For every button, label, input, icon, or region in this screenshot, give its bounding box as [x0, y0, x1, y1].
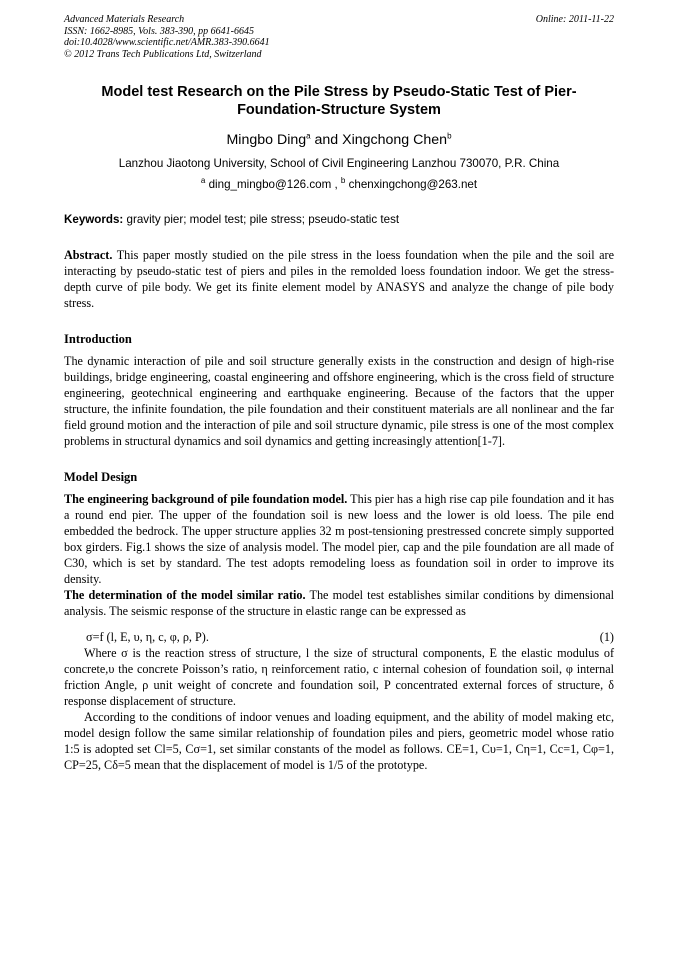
- author-ding-sup: a: [306, 131, 311, 141]
- keywords-label: Keywords:: [64, 213, 124, 226]
- online-date: Online: 2011-11-22: [535, 14, 614, 25]
- equation-1-number: (1): [599, 630, 614, 644]
- paper-title: Model test Research on the Pile Stress by Pseudo-Static Test of Pier-Foundation-Structure System: [101, 84, 577, 118]
- engineering-background-text: This pier has a high rise cap pile foundation and it has a round end pier. The upper of the foundation soil is new loess and the lower is old loess. The pile end embedded the bedrock. The upper structure applies 32 m post-tensioning prestressed concrete simply supported box girders. Fig.1 shows the size of analysis model. The model pier, cap and the pile foundation are all made of C30, which is set by standard. The test adopts remodeling loess as foundation soil in order to improve its density.: [64, 492, 614, 586]
- email-list: [64, 178, 614, 192]
- introduction-paragraph: The dynamic interaction of pile and soil structure generally exists in the construction and design of high-rise buildings, bridge engineering, coastal engineering and offshore engineering, which is the cross field of structure engineering, geotechnical engineering and earthquake engineering. Because of the factors that the upper structure, the infinite foundation, the pile foundation and their constituent materials are all nonlinear and the far field ground motion and the interaction of pile and soil structure dynamic, pile stress is one of the most complex problems in structural dynamics and soil dynamics and getting increasingly attention[1-7].: [64, 354, 614, 448]
- author-and: and: [310, 132, 343, 148]
- journal-name: Advanced Materials Research: [64, 14, 185, 25]
- section-heading-introduction: Introduction: [64, 332, 132, 346]
- similar-ratio-paragraph: [64, 587, 614, 619]
- variable-definitions-paragraph: Where σ is the reaction stress of structure, l the size of structural components, E the elastic modulus of concrete,υ the concrete Poisson’s ratio, η reinforcement ratio, c internal cohesion of foundation soil, φ internal friction Angle, ρ unit weight of concrete and foundation soil, P concentrated external forces of structure, δ response displacement of structure.: [64, 646, 614, 708]
- engineering-background-title: The engineering background of pile foundation model.: [64, 492, 348, 506]
- copyright-line: © 2012 Trans Tech Publications Ltd, Switzerland: [64, 48, 262, 60]
- equation-1: [64, 629, 614, 645]
- author-list: [64, 131, 614, 149]
- abstract: [64, 247, 614, 311]
- email-b: chenxingchong@263.net: [348, 178, 478, 191]
- affiliation: Lanzhou Jiaotong University, School of Civil Engineering Lanzhou 730070, P.R. China: [118, 157, 560, 170]
- journal-header: [64, 14, 614, 60]
- author-chen-sup: b: [447, 131, 452, 141]
- email-separator: ,: [331, 178, 341, 191]
- abstract-text: This paper mostly studied on the pile stress in the loess foundation when the pile and the soil are interacting by pseudo-static test of piers and piles in the remolded loess foundation indoor. We get the stress-depth curve of pile body. We get its finite element model by ANASYS and analyze the change of pile body stress.: [64, 248, 615, 310]
- keywords: [64, 213, 614, 227]
- issn-line: ISSN: 1662-8985, Vols. 383-390, pp 6641-6645: [64, 25, 254, 37]
- equation-1-body: σ=f (l, E, υ, η, c, φ, ρ, P).: [86, 630, 209, 644]
- author-chen: Xingchong Chen: [342, 132, 448, 148]
- section-heading-model-design: Model Design: [64, 470, 138, 484]
- similar-ratio-title: The determination of the model similar ratio.: [64, 588, 306, 602]
- doi-line: doi:10.4028/www.scientific.net/AMR.383-390.6641: [64, 37, 270, 48]
- email-b-sup: b: [340, 176, 346, 186]
- similar-ratio-text: The model test establishes similar conditions by dimensional analysis. The seismic response of the structure in elastic range can be expressed as: [64, 588, 614, 618]
- abstract-label: Abstract.: [64, 248, 113, 262]
- email-a-sup: a: [200, 176, 206, 186]
- author-ding: Mingbo Ding: [226, 132, 307, 148]
- email-a: ding_mingbo@126.com: [208, 178, 332, 191]
- engineering-background-paragraph: [64, 491, 614, 587]
- paper-page: [64, 14, 614, 773]
- similarity-constants-paragraph: According to the conditions of indoor venues and loading equipment, and the ability of model making etc, model design follow the same similar relationship of foundation piles and piers, geometric model whose ratio 1:5 is adopted set Cl=5, Cσ=1, set similar constants of the model as follows. CE=1, Cυ=1, Cη=1, Cc=1, Cφ=1, CP=25, Cδ=5 mean that the displacement of model is 1/5 of the prototype.: [64, 710, 614, 772]
- keywords-text: gravity pier; model test; pile stress; pseudo-static test: [126, 213, 400, 226]
